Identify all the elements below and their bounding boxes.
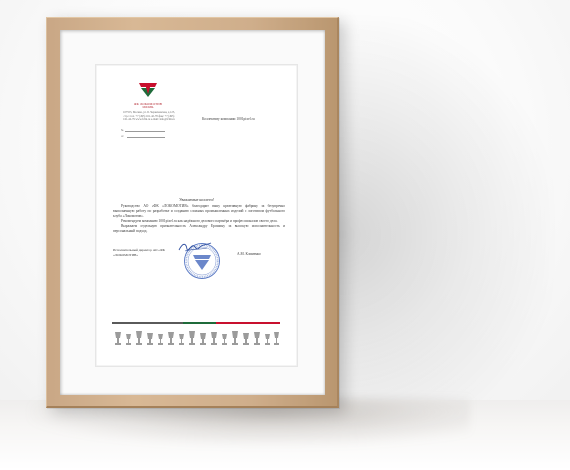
ref-number-label: № [121, 129, 124, 132]
club-city: МОСКВА [142, 106, 154, 109]
paragraph-2: Рекомендуем компанию 1001pixel.ru как надёжного делового партнёра и профессионалов своего дела. [121, 218, 278, 223]
signature-icon [177, 240, 213, 254]
ref-date-line [127, 134, 165, 138]
paragraph-3: Выражаем отдельную признательность Александру Ерошину за высокую исполнительность и персональный подход. [113, 223, 285, 233]
passe-partout [60, 30, 325, 395]
picture-frame [46, 17, 339, 408]
wall-shadow [320, 20, 550, 410]
stripe-green [183, 322, 217, 324]
greeting: Уважаемые коллеги! [179, 197, 214, 202]
letter-sheet [97, 66, 296, 365]
paragraph-1: Руководство АО «ФК «ЛОКОМОТИВ» благодарит вашу креативную фабрику за безупречно выполненную работу по разработке и созданию сложных промышленных изделий с логотипом футбольного клуба «Локомотив». [113, 204, 285, 218]
footer-stripe [112, 322, 280, 324]
signer-name: А.М. Клименко [237, 252, 261, 256]
recipient: Коллективу компании 1001pixel.ru [202, 117, 255, 121]
stripe-grey [112, 322, 183, 324]
signer-role: Исполнительный директор АО «ФК «ЛОКОМОТИВ» [113, 248, 165, 257]
club-address: 107553, Москва, ул. Б. Черкизовская, д.125, стр.1 тел. +7 (495) 161-42-78 факс +7 (495) 161-42-79 www.fclm.ru e-mail: info@fclm.ru [123, 111, 175, 122]
trophies-row-icon [112, 328, 280, 350]
stripe-red [216, 322, 280, 324]
letter-body [113, 204, 285, 233]
club-logo-icon [138, 80, 158, 98]
ref-number-line [125, 128, 165, 132]
club-name: ФК ЛОКОМОТИВ [133, 102, 163, 106]
ref-date-label: от [121, 135, 124, 138]
